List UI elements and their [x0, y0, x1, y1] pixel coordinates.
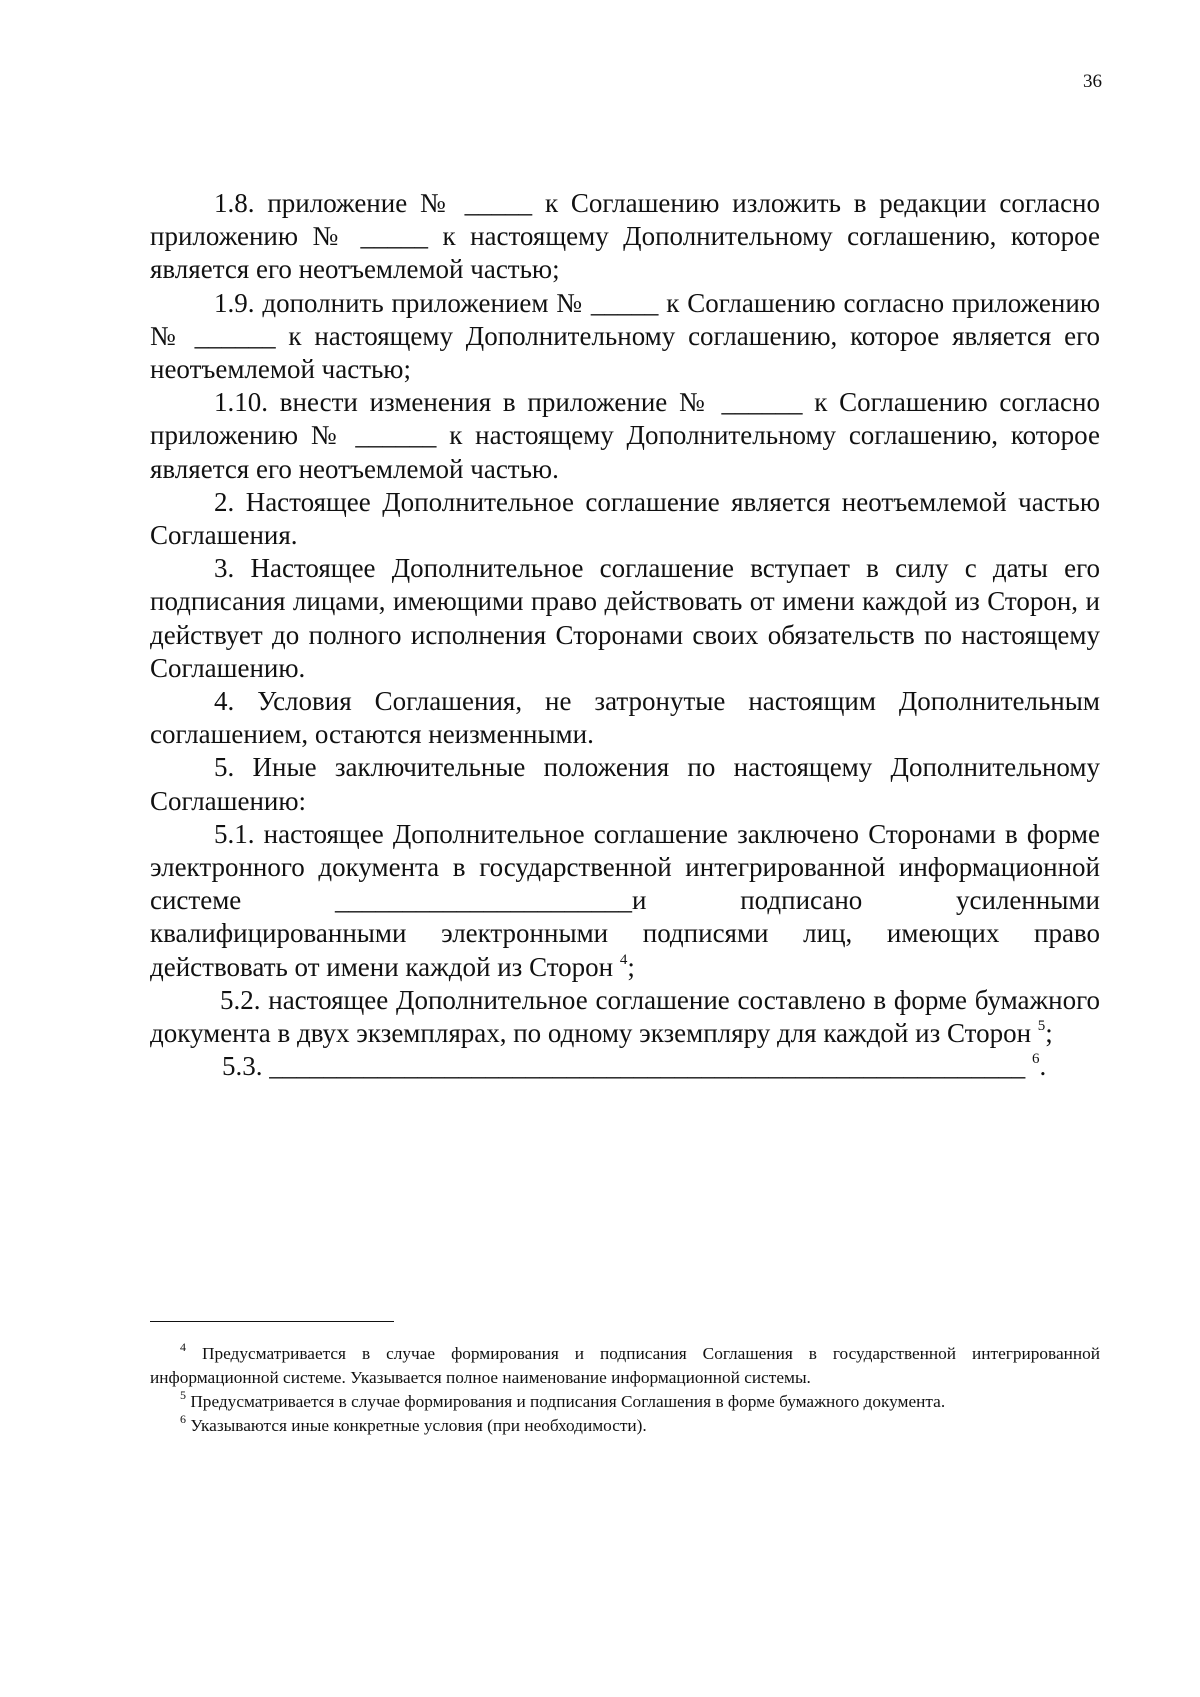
clause-1-10-text: 1.10. внести изменения в приложение № ______ к Соглашению согласно приложению № ______ к настоящему Дополнительному соглашению, которое является его неотъемлемой частью.: [150, 387, 1100, 484]
footnote-mark-4: 4: [180, 1340, 186, 1355]
footnote-4-text: Предусматривается в случае формирования и подписания Соглашения в государственной интегрированной информационной системе. Указывается полное наименование информационной системы.: [150, 1344, 1100, 1387]
page-number: 36: [1083, 71, 1102, 92]
clause-5-text: 5. Иные заключительные положения по настоящему Дополнительному Соглашению:: [150, 752, 1100, 816]
clause-5-1: [150, 818, 1100, 984]
clause-5-3: [150, 1050, 1100, 1083]
footnote-ref-5[interactable]: 5: [1037, 1018, 1046, 1035]
clause-1-9-text: 1.9. дополнить приложением № _____ к Соглашению согласно приложению № ______ к настоящему Дополнительному соглашению, которое является его неотъемлемой частью;: [150, 287, 1100, 385]
clause-4: [150, 685, 1100, 751]
footnote-separator: [150, 1321, 394, 1322]
clause-5-2-end: ;: [1045, 1018, 1053, 1049]
footnote-ref-4[interactable]: 4: [619, 951, 628, 968]
clause-2-text: 2. Настоящее Дополнительное соглашение является неотъемлемой частью Соглашения.: [150, 486, 1100, 551]
footnote-ref-6[interactable]: 6: [1032, 1051, 1040, 1068]
footnotes: [150, 1342, 1100, 1438]
clause-1-8-text: 1.8. приложение № _____ к Соглашению изложить в редакции согласно приложению № _____ к настоящему Дополнительному соглашению, которое является его неотъемлемой частью;: [150, 188, 1100, 285]
footnote-mark-5: 5: [180, 1388, 186, 1403]
footnote-5: [150, 1390, 1100, 1414]
footnote-4: [150, 1342, 1100, 1390]
clause-2: [150, 486, 1100, 552]
footnote-mark-6: 6: [180, 1412, 186, 1427]
clause-1-9: [150, 287, 1100, 387]
clause-5: [150, 751, 1100, 817]
clause-4-text: 4. Условия Соглашения, не затронутые настоящим Дополнительным соглашением, остаются неизменными.: [150, 686, 1100, 750]
clause-5-1-text: 5.1. настоящее Дополнительное соглашение заключено Сторонами в форме электронного документа в государственной интегрированной информационной системе ______________________и подписано усиленными квалифицированными электронными подписями лиц, имеющих право действовать от имени каждой из Сторон: [150, 818, 1100, 982]
clause-3-text: 3. Настоящее Дополнительное соглашение вступает в силу с даты его подписания лицами, имеющими право действовать от имени каждой из Сторон, и действует до полного исполнения Сторонами своих обязательств по настоящему Соглашению.: [150, 553, 1100, 683]
clause-1-10: [150, 386, 1100, 486]
footnote-6-text: Указываются иные конкретные условия (при необходимости).: [186, 1416, 647, 1435]
clause-5-1-end: ;: [627, 951, 635, 982]
footnote-5-text: Предусматривается в случае формирования и подписания Соглашения в форме бумажного документа.: [186, 1392, 946, 1411]
clause-3: [150, 552, 1100, 685]
clause-5-3-text: 5.3. ________________________________________________________: [222, 1051, 1026, 1082]
clause-5-2-text: 5.2. настоящее Дополнительное соглашение составлено в форме бумажного документа в двух экземплярах, по одному экземпляру для каждой из Сторон: [150, 984, 1100, 1049]
clause-5-2: [150, 984, 1100, 1050]
clause-1-8: [150, 187, 1100, 287]
clause-5-3-end: .: [1039, 1051, 1047, 1082]
footnote-6: [150, 1414, 1100, 1438]
agreement-body: [150, 187, 1100, 1083]
